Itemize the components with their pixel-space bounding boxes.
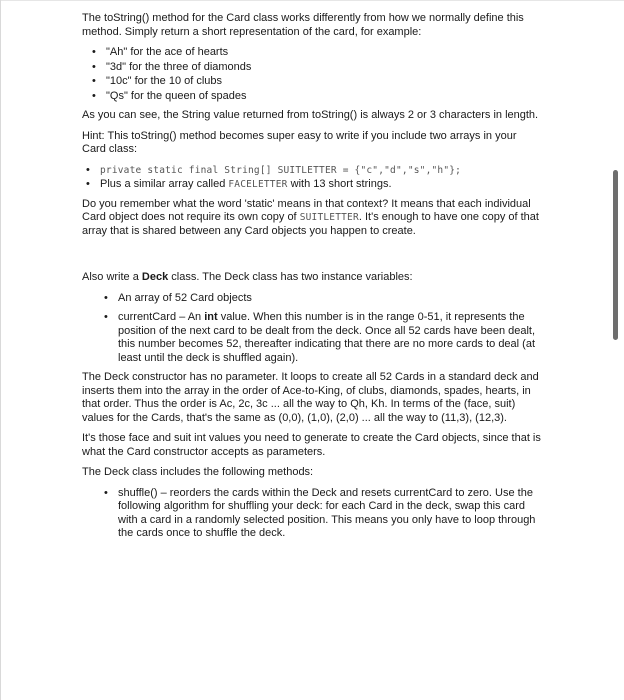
- methods-list: [82, 487, 542, 541]
- text: value. When this number is in the range 0-51, it represents the position of the next card to be dealt from the deck. Once all 52 cards have been dealt, this number becomes 52, thereafter indicating that there are no more cards to deal (at least until the deck is shuffled again).: [118, 311, 536, 364]
- array-list: [82, 164, 542, 192]
- text: class. The Deck class has two instance variables:: [168, 271, 413, 283]
- list-item: • "Ah" for the ace of hearts: [82, 46, 542, 60]
- text: with 13 short strings.: [287, 178, 392, 190]
- static-paragraph: [82, 198, 542, 239]
- deck-intro-paragraph: [82, 271, 542, 285]
- example-list: [82, 46, 542, 103]
- text: currentCard – An: [118, 311, 205, 323]
- constructor-paragraph: The Deck constructor has no parameter. It loops to create all 52 Cards in a standard deck and inserts them into the array in the order of Ace-to-King, of clubs, diamonds, spades, hearts, in that order. Thus the order is Ac, 2c, 3c ... all the way to Qh, Kh. In terms of the (face, suit) values for the Cards, that's the same as (0,0), (1,0), (2,0) ... all the way to (11,3), (12,3).: [82, 371, 539, 424]
- section-spacer: [82, 245, 542, 271]
- document-body: [82, 12, 542, 547]
- list-item: • "3d" for the three of diamonds: [82, 61, 542, 75]
- methods-intro-paragraph: The Deck class includes the following methods:: [82, 466, 314, 478]
- list-item: [82, 178, 542, 192]
- length-paragraph: As you can see, the String value returned from toString() is always 2 or 3 characters in length.: [82, 109, 539, 121]
- text: Do you remember what the word 'static' means in that context? It means that each individual Card object does not require its own copy of: [82, 197, 531, 223]
- list-item: • shuffle() – reorders the cards within the Deck and resets currentCard to zero. Use the following algorithm for shuffling your deck: for each Card in the deck, swap this card with a card in a randomly selected position. This means you only have to loop through the cards once to shuffle the deck.: [82, 487, 542, 541]
- instance-variable-list: [82, 292, 542, 366]
- code-snippet: FACELETTER: [228, 179, 288, 190]
- code-snippet: SUITLETTER: [299, 212, 359, 223]
- list-item: • "Qs" for the queen of spades: [82, 90, 542, 104]
- intro-paragraph: The toString() method for the Card class works differently from how we normally define this method. Simply return a short representation of the card, for example:: [82, 12, 524, 38]
- list-item: [82, 311, 542, 365]
- bold-text: int: [204, 311, 218, 323]
- text: . It's enough to have one copy of that array that is shared between any Card objects you happen to create.: [82, 211, 539, 237]
- list-item: • An array of 52 Card objects: [82, 292, 542, 306]
- text: Also write a: [82, 271, 142, 283]
- bold-text: Deck: [141, 271, 169, 283]
- code-snippet: private static final String[] SUITLETTER = {"c","d","s","h"};: [100, 164, 462, 176]
- hint-paragraph: Hint: This toString() method becomes super easy to write if you include two arrays in your Card class:: [82, 129, 517, 155]
- text: Plus a similar array called: [100, 178, 229, 190]
- vertical-scrollbar[interactable]: [613, 170, 618, 340]
- window-top-border: [0, 0, 624, 1]
- window-left-border: [0, 0, 1, 700]
- face-suit-paragraph: It's those face and suit int values you need to generate to create the Card objects, since that is what the Card constructor accepts as parameters.: [82, 432, 541, 458]
- list-item: • "10c" for the 10 of clubs: [82, 75, 542, 89]
- list-item: [82, 164, 542, 178]
